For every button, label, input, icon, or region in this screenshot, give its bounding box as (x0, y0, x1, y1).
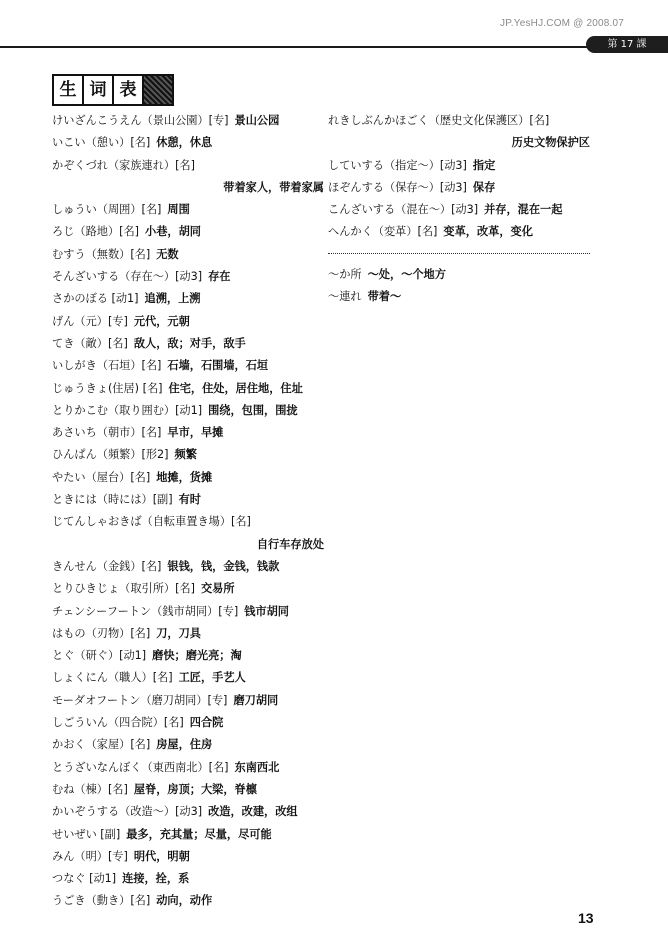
entry-reading: じゅうきょ(住居) [名] (52, 381, 163, 395)
vocab-entry (52, 132, 324, 154)
entry-meaning: 四合院 (189, 716, 224, 730)
vocab-entry (52, 221, 324, 243)
entry-reading: とりかこむ（取り囲む）[动1] (52, 403, 203, 417)
entry-meaning: 石墙，石围墙，石垣 (167, 359, 269, 373)
vocab-entry (328, 286, 590, 308)
entry-meaning: 改造，改建，改组 (208, 805, 298, 819)
entry-reading: モーダオフートン（磨刀胡同）[专] (52, 693, 228, 707)
entry-meaning: 并存，混在一起 (484, 203, 563, 217)
entry-meaning: 地摊，货摊 (156, 470, 213, 484)
vocab-entry (52, 400, 324, 422)
entry-meaning-continuation: 自行车存放处 (256, 537, 324, 551)
vocab-entry (52, 890, 324, 912)
vocab-entry (52, 779, 324, 801)
vocab-entry (52, 757, 324, 779)
entry-meaning: 有时 (178, 493, 201, 507)
vocab-entry (328, 110, 590, 132)
vocab-entry (52, 846, 324, 868)
entry-meaning-continuation: 历史文物保护区 (511, 136, 590, 150)
entry-meaning-continuation: 带着家人，带着家属 (223, 180, 324, 194)
entry-reading: うごき（動き）[名] (52, 894, 151, 908)
entry-meaning: 无数 (156, 247, 179, 261)
entry-reading: むすう（無数）[名] (52, 247, 151, 261)
entry-reading: ときには（時には）[副] (52, 493, 173, 507)
entry-reading: やたい（屋台）[名] (52, 470, 151, 484)
entry-reading: じてんしゃおきば（自転車置き場）[名] (52, 515, 251, 529)
entry-reading: ろじ（路地）[名] (52, 225, 140, 239)
entry-meaning: 住宅，住处，居住地，住址 (168, 381, 303, 395)
vocab-entry (52, 601, 324, 623)
entry-reading: つなぐ [动1] (52, 872, 117, 886)
entry-meaning: 早市，早摊 (167, 426, 224, 440)
entry-reading: れきしぶんかほごく（歴史文化保護区）[名] (328, 114, 550, 127)
vocab-entry (328, 221, 590, 243)
entry-meaning: 小巷，胡同 (145, 225, 201, 239)
entry-reading: とうざいなんぼく（東西南北）[名] (52, 760, 229, 774)
vocab-entry (52, 489, 324, 511)
entry-reading: げん（元）[专] (52, 314, 128, 328)
vocab-entry (52, 734, 324, 756)
entry-reading: ひんぱん（頻繁）[形2] (52, 448, 169, 462)
entry-meaning: 交易所 (200, 582, 235, 596)
page-number: 13 (578, 910, 594, 926)
vocab-entry (52, 288, 324, 310)
entry-reading: そんざいする（存在〜）[动3] (52, 270, 203, 284)
entry-meaning: 指定 (472, 158, 496, 172)
entry-reading: とぐ（研ぐ）[动1] (52, 649, 147, 663)
entry-meaning: 带着〜 (367, 290, 402, 304)
entry-reading: はもの（刃物）[名] (52, 626, 151, 640)
vocab-entry (52, 511, 324, 533)
entry-reading: かおく（家屋）[名] (52, 738, 151, 752)
entry-meaning: 最多，充其量；尽量，尽可能 (126, 827, 272, 841)
vocab-entry (52, 244, 324, 266)
vocab-entry (52, 199, 324, 221)
suffix-entries (328, 264, 590, 309)
entry-meaning: 保存 (472, 180, 496, 194)
entry-meaning: 明代，明朝 (133, 849, 190, 863)
title-char: 词 (84, 76, 114, 104)
vocab-entry (52, 311, 324, 333)
vocab-entry (52, 155, 324, 177)
vocab-entry (328, 155, 590, 177)
entry-reading: 〜か所 (328, 267, 362, 281)
header-rule (0, 46, 590, 48)
entry-meaning: 工匠，手艺人 (178, 671, 246, 685)
dotted-divider (328, 253, 590, 254)
vocab-entry (328, 199, 590, 221)
entry-meaning: 房屋，住房 (156, 738, 213, 752)
entry-meaning: 频繁 (174, 448, 197, 462)
entry-meaning: 追溯，上溯 (144, 292, 201, 306)
watermark: JP.YesHJ.COM @ 2008.07 (500, 18, 625, 29)
entry-meaning: 存在 (208, 270, 231, 284)
entry-meaning: 磨快；磨光亮；淘 (152, 649, 242, 663)
vocab-entry (52, 422, 324, 444)
title-decoration (144, 76, 172, 104)
vocab-entry (52, 444, 324, 466)
vocab-entry (52, 824, 324, 846)
entry-meaning: 敌人，敌；对手，敌手 (133, 336, 246, 350)
entry-reading: きんせん（金銭）[名] (52, 559, 162, 573)
vocab-entry (52, 467, 324, 489)
entry-reading: ほぞんする（保存〜）[动3] (328, 180, 467, 194)
entry-meaning: 连接，拴，系 (122, 872, 190, 886)
entry-meaning: 动向，动作 (156, 894, 213, 908)
entry-reading: とりひきじょ（取引所）[名] (52, 582, 195, 596)
vocab-entry (52, 623, 324, 645)
entry-meaning: 钱市胡同 (244, 604, 289, 618)
entry-reading: てき（敵）[名] (52, 336, 128, 350)
vocab-entry (52, 578, 324, 600)
right-entries (328, 110, 590, 244)
vocab-entry (52, 645, 324, 667)
vocab-entry (52, 333, 324, 355)
vocabulary-title (52, 74, 174, 106)
vocab-entry (52, 690, 324, 712)
entry-reading: 〜連れ (328, 290, 362, 304)
entry-reading: むね（棟）[名] (52, 782, 128, 796)
entry-reading: みん（明）[专] (52, 849, 128, 863)
vocab-entry (52, 378, 324, 400)
entry-reading: しゅうい（周囲）[名] (52, 203, 162, 217)
entry-reading: いこい（憩い）[名] (52, 136, 151, 150)
entry-reading: していする（指定〜）[动3] (328, 158, 467, 172)
lesson-tab: 第 17 課 (586, 36, 668, 53)
entry-meaning: 变革，改革，变化 (443, 225, 533, 239)
vocab-entry (52, 667, 324, 689)
entry-reading: かぞくづれ（家族連れ）[名] (52, 158, 195, 172)
vocab-entry (52, 266, 324, 288)
entry-reading: しごういん（四合院）[名] (52, 716, 184, 730)
entry-reading: かいぞうする（改造〜）[动3] (52, 805, 203, 819)
entry-meaning: 休憩，休息 (156, 136, 213, 150)
entry-meaning: 周围 (167, 203, 190, 217)
entry-reading: へんかく（変革）[名] (328, 225, 438, 239)
vocab-entry (328, 177, 590, 199)
entry-meaning: 〜处，〜个地方 (367, 267, 446, 281)
entry-reading: いしがき（石垣）[名] (52, 359, 162, 373)
right-column (328, 110, 590, 308)
entry-meaning: 银钱，钱，金钱，钱款 (167, 559, 280, 573)
entry-meaning: 磨刀胡同 (233, 693, 279, 707)
vocab-entry (52, 110, 324, 132)
vocab-entry (52, 355, 324, 377)
entry-reading: しょくにん（職人）[名] (52, 671, 173, 685)
entry-meaning: 围绕，包围，围拢 (208, 403, 298, 417)
entry-meaning: 刀，刀具 (156, 626, 201, 640)
entry-meaning: 景山公园 (234, 114, 280, 127)
left-column (52, 110, 324, 913)
vocab-entry (328, 264, 590, 286)
entry-reading: せいぜい [副] (52, 827, 121, 841)
entry-reading: あさいち（朝市）[名] (52, 426, 162, 440)
vocab-entry (52, 801, 324, 823)
entry-reading: チェンシーフートン（銭市胡同）[专] (52, 604, 239, 618)
entry-reading: さかのぼる [动1] (52, 292, 139, 306)
entry-meaning: 屋脊，房顶；大梁，脊檩 (133, 782, 257, 796)
vocab-entry (52, 868, 324, 890)
vocab-entry (52, 556, 324, 578)
title-char: 表 (114, 76, 144, 104)
entry-reading: こんざいする（混在〜）[动3] (328, 203, 479, 217)
entry-meaning: 东南西北 (234, 760, 280, 774)
entry-reading: けいざんこうえん（景山公園）[专] (52, 114, 229, 127)
vocab-entry (52, 712, 324, 734)
entry-meaning: 元代，元朝 (133, 314, 190, 328)
title-char: 生 (54, 76, 84, 104)
